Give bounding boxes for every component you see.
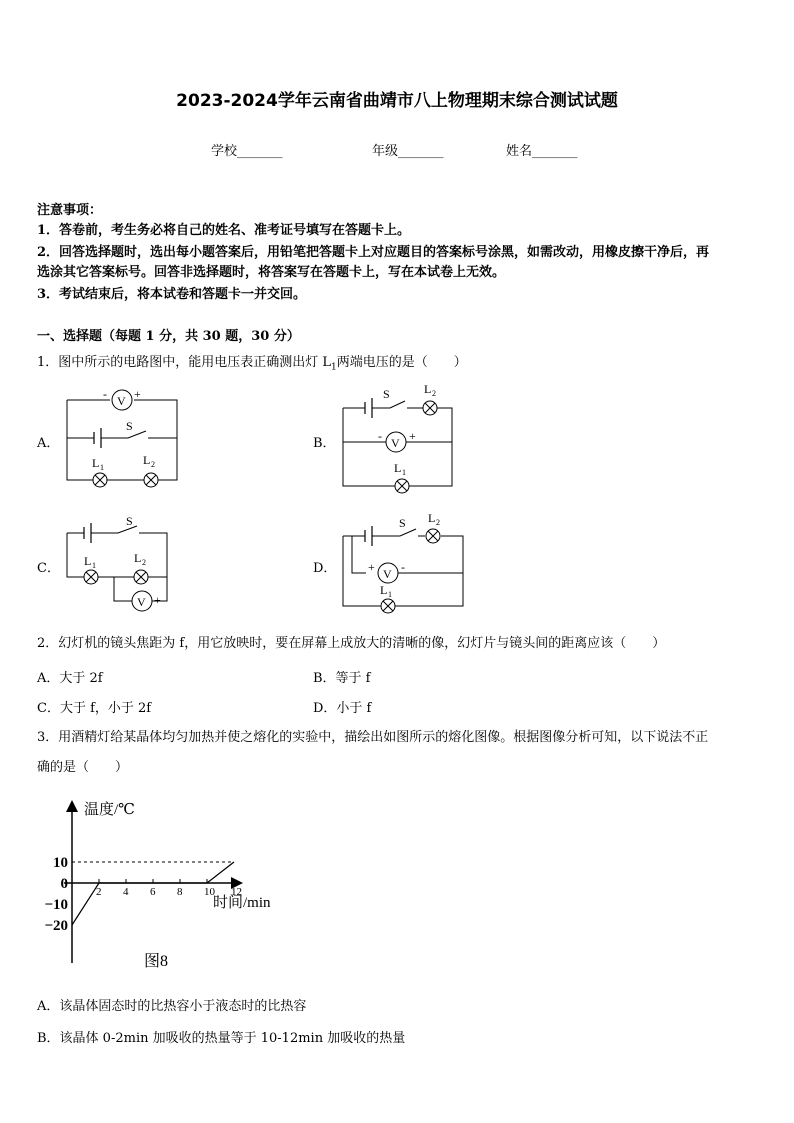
svg-text:-: - — [401, 560, 405, 574]
series-segment — [207, 862, 234, 883]
x-tick-label: 6 — [150, 886, 156, 898]
section-heading: 一、选择题（每题 1 分，共 30 题，30 分） — [37, 329, 300, 344]
lamp-l2-a — [144, 473, 158, 487]
x-tick-label: 12 — [231, 886, 242, 898]
lamp-l1-a — [93, 473, 107, 487]
svg-text:+: + — [368, 560, 375, 574]
svg-text:S: S — [126, 419, 133, 433]
x-tick-label: 10 — [204, 886, 215, 898]
svg-text:1: 1 — [100, 463, 104, 472]
notice-item: 选涂其它答案标号。回答非选择题时，将答案写在答题卡上，写在本试卷上无效。 — [37, 265, 506, 280]
notice-item: 2．回答选择题时，选出每小题答案后，用铅笔把答题卡上对应题目的答案标号涂黑，如需改动，用橡皮擦干净后，再 — [37, 245, 710, 260]
svg-text:L: L — [428, 511, 436, 525]
svg-text:S: S — [399, 516, 406, 530]
lamp-l1-d — [381, 599, 395, 613]
question-2-stem: 2．幻灯机的镜头焦距为 f，用它放映时，要在屏幕上成放大的清晰的像，幻灯片与镜头间的距离应该（ ） — [37, 636, 666, 651]
y-tick-label: 0 — [60, 876, 68, 892]
q2-option-c: C．大于 f，小于 2f — [37, 701, 152, 716]
y-tick-label: 10 — [53, 855, 68, 871]
lamp-l1-b — [395, 479, 409, 493]
svg-text:L: L — [92, 456, 100, 470]
svg-text:S: S — [126, 514, 133, 528]
svg-text:L: L — [84, 554, 92, 568]
question-3-stem-cont: 确的是（ ） — [37, 760, 129, 775]
question-1-stem: 1．图中所示的电路图中，能用电压表正确测出灯 $L_1$两端电压的是（ ） — [37, 355, 467, 373]
grade-field: 年级_______ — [372, 144, 444, 159]
svg-text:L: L — [134, 551, 142, 565]
y-tick-label: −20 — [44, 918, 68, 934]
svg-text:2: 2 — [142, 558, 146, 567]
svg-text:S: S — [383, 387, 390, 401]
name-field: 姓名_______ — [506, 144, 578, 159]
lamp-l2-b — [423, 401, 437, 415]
svg-text:-: - — [103, 387, 107, 401]
svg-text:V: V — [117, 394, 126, 408]
lamp-l2-c — [134, 570, 148, 584]
page-title: 2023-2024学年云南省曲靖市八上物理期末综合测试试题 — [176, 91, 618, 111]
svg-text:+: + — [154, 593, 161, 607]
q2-option-d: D．小于 f — [313, 701, 372, 716]
y-tick-label: −10 — [44, 897, 68, 913]
svg-text:+: + — [134, 387, 141, 401]
svg-text:2: 2 — [436, 518, 440, 527]
svg-text:2: 2 — [151, 460, 155, 469]
svg-text:L: L — [143, 453, 151, 467]
notice-item: 3．考试结束后，将本试卷和答题卡一并交回。 — [37, 287, 307, 302]
x-tick-label: 8 — [177, 886, 183, 898]
svg-text:+: + — [409, 429, 416, 443]
svg-text:-: - — [378, 429, 382, 443]
notice-item: 1．答卷前，考生务必将自己的姓名、准考证号填写在答题卡上。 — [37, 223, 411, 238]
q2-option-b: B．等于 f — [313, 671, 371, 686]
svg-text:V: V — [137, 595, 146, 609]
q3-option-a: A．该晶体固态时的比热容小于液态时的比热容 — [37, 999, 307, 1014]
svg-text:V: V — [391, 436, 400, 450]
x-tick-label: 2 — [96, 886, 102, 898]
svg-text:2: 2 — [432, 389, 436, 398]
y-axis-label: 温度/℃ — [84, 802, 135, 818]
x-tick-label: 4 — [123, 886, 129, 898]
figure-caption: 图8 — [144, 953, 169, 970]
q2-option-a: A．大于 2f — [37, 671, 103, 686]
school-field: 学校_______ — [211, 144, 283, 159]
q3-option-b: B．该晶体 0-2min 加吸收的热量等于 10-12min 加吸收的热量 — [37, 1031, 406, 1046]
svg-text:1: 1 — [92, 561, 96, 570]
series-segment — [72, 883, 99, 925]
svg-text:1: 1 — [402, 468, 406, 477]
svg-text:L: L — [380, 583, 388, 597]
notice-heading: 注意事项： — [37, 203, 103, 218]
svg-text:L: L — [424, 382, 432, 396]
lamp-l2-d — [426, 529, 440, 543]
q1-option-a: A． — [37, 436, 60, 451]
q1-option-c: C． — [37, 561, 60, 576]
q1-option-d: D． — [313, 561, 337, 576]
svg-text:1: 1 — [388, 590, 392, 599]
svg-text:V: V — [383, 567, 392, 581]
question-3-stem: 3．用酒精灯给某晶体均匀加热并使之熔化的实验中，描绘出如图所示的熔化图像。根据图像分析可知，以下说法不正 — [37, 730, 709, 745]
x-axis-label: 时间/min — [213, 895, 271, 911]
melting-chart — [30, 795, 290, 975]
q1-option-b: B． — [313, 436, 336, 451]
svg-text:-: - — [121, 593, 125, 607]
svg-text:L: L — [394, 461, 402, 475]
lamp-l1-c — [84, 570, 98, 584]
